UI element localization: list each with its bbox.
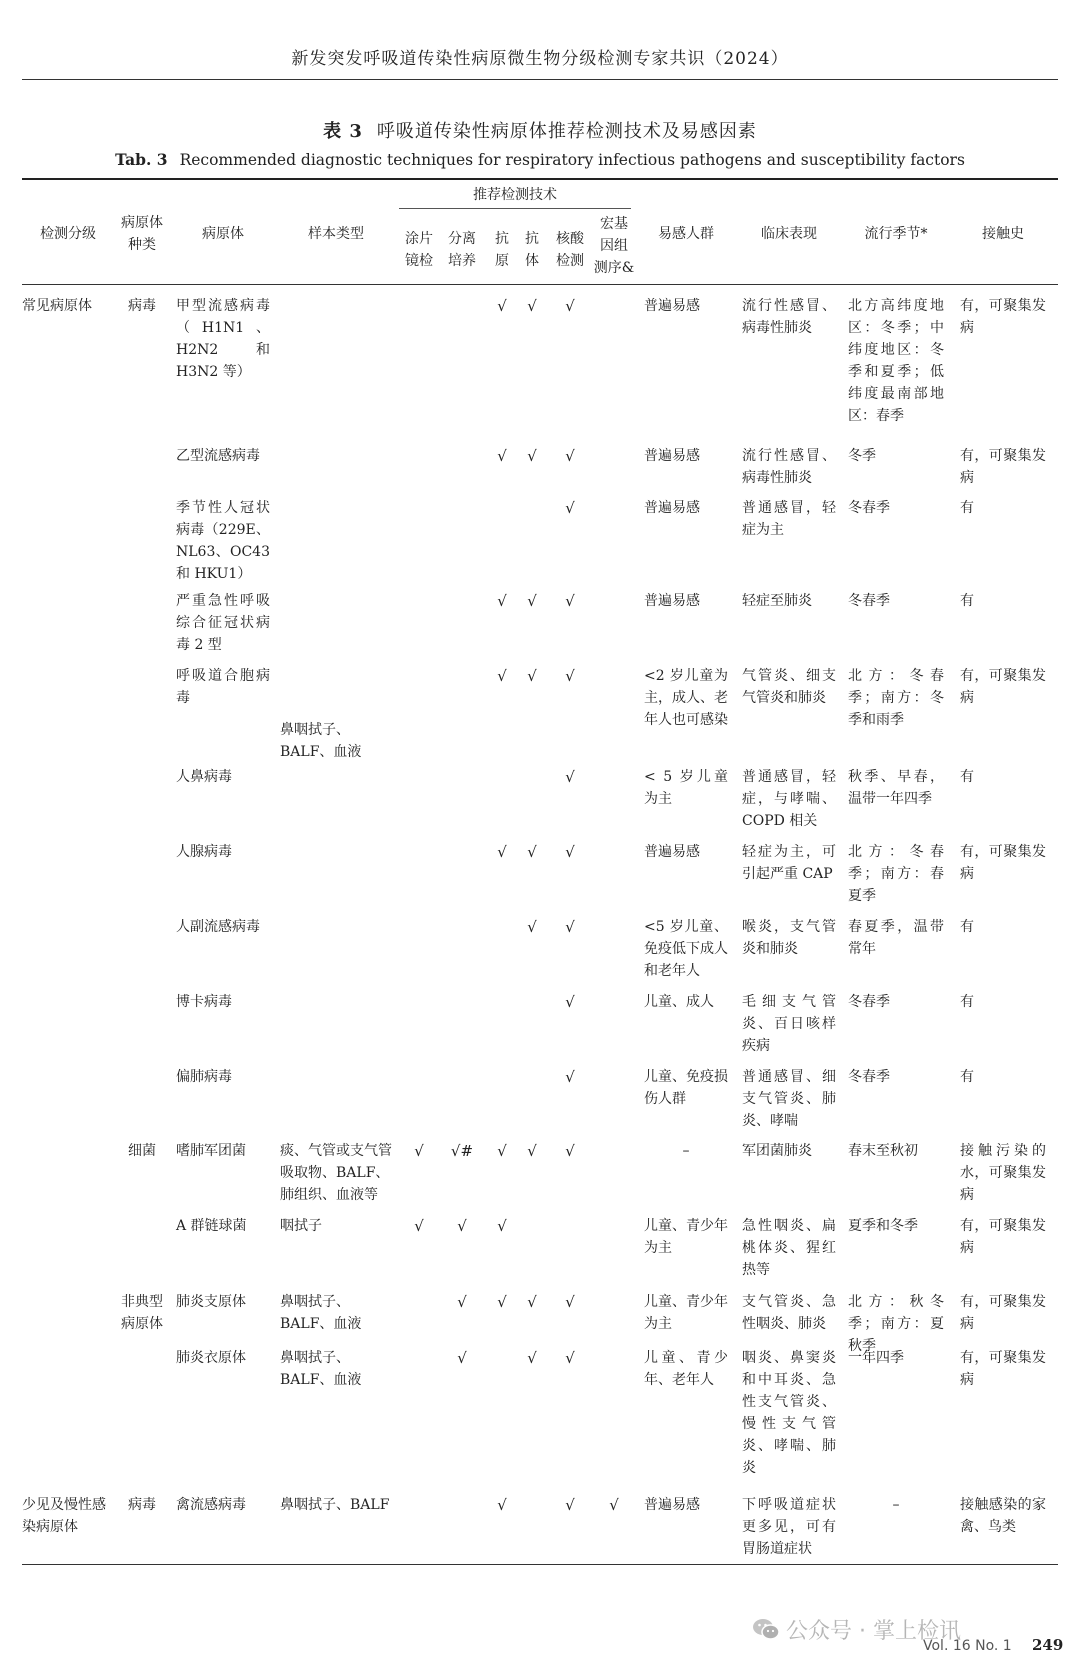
cell-check-nucleic: √: [565, 447, 575, 465]
cell-contact: 有，可聚集发病: [960, 844, 1046, 882]
cell-pathogen-type: 病毒: [128, 1497, 156, 1513]
cell-sample: 鼻咽拭子、BALF、血液: [280, 722, 362, 760]
watermark-text: 公众号 · 掌上检讯: [786, 1619, 961, 1644]
cell-pathogen: 人鼻病毒: [176, 769, 232, 785]
cell-contact: 有: [960, 500, 974, 516]
cell-clinical: 流行性感冒、病毒性肺炎: [742, 298, 836, 336]
cell-check-culture: √: [457, 1293, 467, 1311]
header-mngs-line: 因组: [600, 238, 628, 254]
cell-check-antibody: √: [527, 297, 537, 315]
cell-check-antigen: √: [497, 1142, 507, 1160]
cell-check-smear: √: [414, 1142, 424, 1160]
cell-population: 普遍易感: [644, 1497, 700, 1513]
cell-check-antigen: √: [497, 1496, 507, 1514]
header-group-rule: [399, 208, 631, 209]
cell-contact: 接触感染的家禽、鸟类: [960, 1497, 1046, 1535]
cell-population: <2 岁儿童为主，成人、老年人也可感染: [644, 668, 728, 728]
header-population: [644, 223, 728, 245]
cell-pathogen: 严重急性呼吸综合征冠状病毒 2 型: [176, 593, 270, 653]
header-clinical: [742, 223, 836, 245]
cell-check-antibody: √: [527, 1293, 537, 1311]
header-rule: [22, 79, 1058, 80]
volume-label: Vol. 16 No. 1: [923, 1638, 1012, 1654]
cell-clinical: 咽炎、鼻窦炎和中耳炎、急性支气管炎、慢性支气管炎、哮喘、肺炎: [742, 1350, 836, 1476]
cell-clinical: 喉炎，支气管炎和肺炎: [742, 919, 836, 957]
header-antigen-line: 原: [495, 253, 509, 269]
cell-check-antigen: √: [497, 667, 507, 685]
cell-contact: 接触污染的水，可聚集发病: [960, 1143, 1046, 1203]
header-mngs: [592, 213, 636, 279]
cell-pathogen: 甲型流感病毒（H1N1、H2N2 和 H3N2 等）: [176, 298, 270, 380]
header-level: [22, 223, 114, 245]
header-bottom-rule: [22, 284, 1058, 285]
cell-pathogen-type: 病毒: [128, 298, 156, 314]
cell-sample: 鼻咽拭子、BALF、血液: [280, 1294, 362, 1332]
cell-check-nucleic: √: [565, 918, 575, 936]
header-antibody-line: 抗: [525, 231, 539, 247]
cell-check-antigen: √: [497, 297, 507, 315]
header-season: [848, 223, 944, 245]
cell-check-nucleic: √: [565, 843, 575, 861]
cell-contact: 有，可聚集发病: [960, 298, 1046, 336]
cell-check-nucleic: √: [565, 297, 575, 315]
cell-check-antibody: √: [527, 1142, 537, 1160]
caption-en-label: Tab. 3: [115, 150, 168, 169]
cell-population: 儿童、青少年为主: [644, 1294, 728, 1332]
header-contact-line: 接触史: [982, 226, 1024, 242]
cell-clinical: 轻症至肺炎: [742, 593, 812, 609]
header-nucleic: [550, 228, 590, 272]
header-population-line: 易感人群: [658, 226, 714, 242]
header-nucleic-line: 核酸: [556, 231, 584, 247]
cell-clinical: 毛细支气管炎、百日咳样疾病: [742, 994, 836, 1054]
cell-pathogen: 禽流感病毒: [176, 1497, 246, 1513]
table-top-rule: [22, 178, 1058, 180]
cell-check-antibody: √: [527, 447, 537, 465]
cell-season: 北方：冬春季；南方：春夏季: [848, 844, 944, 904]
table-caption-cn: [22, 117, 1058, 143]
cell-clinical: 轻症为主，可引起严重 CAP: [742, 844, 836, 882]
cell-population: < 5 岁儿童为主: [644, 769, 728, 807]
cell-population: 儿童、免疫损伤人群: [644, 1069, 728, 1107]
header-antibody-line: 体: [525, 253, 539, 269]
cell-check-culture: √#: [450, 1142, 474, 1160]
caption-cn-title: 呼吸道传染性病原体推荐检测技术及易感因素: [376, 121, 757, 142]
cell-season: 冬春季: [848, 994, 890, 1010]
cell-contact: 有，可聚集发病: [960, 668, 1046, 706]
cell-season: 秋季、早春，温带一年四季: [848, 769, 944, 807]
cell-level: 常见病原体: [22, 298, 92, 314]
cell-check-nucleic: √: [565, 1142, 575, 1160]
cell-season: 北方：冬春季；南方：冬季和雨季: [848, 668, 944, 728]
cell-season: 北方：秋冬季；南方：夏秋季: [848, 1294, 944, 1354]
cell-check-nucleic: √: [565, 667, 575, 685]
header-mngs-line: 宏基: [600, 216, 628, 232]
cell-clinical: 支气管炎、急性咽炎、肺炎: [742, 1294, 836, 1332]
caption-en-title: Recommended diagnostic techniques for respiratory infectious pathogens and susceptibility factors: [179, 151, 965, 169]
cell-clinical: 急性咽炎、扁桃体炎、猩红热等: [742, 1218, 836, 1278]
cell-check-antibody: √: [527, 592, 537, 610]
header-pathogen: [176, 223, 270, 245]
cell-check-antigen: √: [497, 592, 507, 610]
cell-population: 普遍易感: [644, 448, 700, 464]
running-head: 新发突发呼吸道传染性病原微生物分级检测专家共识（2024）: [291, 49, 789, 69]
cell-check-nucleic: √: [565, 993, 575, 1011]
table-caption-en: [22, 150, 1058, 169]
cell-season: 冬春季: [848, 500, 890, 516]
cell-season: –: [892, 1497, 900, 1513]
cell-population: 儿童、青少年为主: [644, 1218, 728, 1256]
cell-contact: 有，可聚集发病: [960, 1350, 1046, 1388]
header-contact: [960, 223, 1046, 245]
cell-sample: 鼻咽拭子、BALF: [280, 1497, 390, 1513]
header-culture-line: 分离: [448, 231, 476, 247]
header-sample: [280, 223, 392, 245]
cell-pathogen: 人腺病毒: [176, 844, 232, 860]
cell-check-antigen: √: [497, 1293, 507, 1311]
cell-check-nucleic: √: [565, 592, 575, 610]
header-pathogen-type: [116, 212, 168, 256]
cell-clinical: 下呼吸道症状更多见，可有胃肠道症状: [742, 1497, 836, 1557]
cell-check-nucleic: √: [565, 1068, 575, 1086]
cell-sample: 鼻咽拭子、BALF、血液: [280, 1350, 362, 1388]
caption-cn-label: 表 3: [323, 121, 363, 142]
cell-clinical: 普通感冒、细支气管炎、肺炎、哮喘: [742, 1069, 836, 1129]
cell-clinical: 普通感冒，轻症，与哮喘、COPD 相关: [742, 769, 836, 829]
header-sample-line: 样本类型: [308, 226, 364, 242]
cell-population: 儿童、青少年、老年人: [644, 1350, 728, 1388]
cell-contact: 有: [960, 994, 974, 1010]
header-antigen: [486, 228, 518, 272]
cell-check-nucleic: √: [565, 1349, 575, 1367]
cell-level: 少见及慢性感染病原体: [22, 1497, 106, 1535]
cell-check-antibody: √: [527, 918, 537, 936]
cell-sample: 痰、气管或支气管吸取物、BALF、肺组织、血液等: [280, 1143, 392, 1203]
cell-population: 普遍易感: [644, 500, 700, 516]
cell-check-antibody: √: [527, 843, 537, 861]
wechat-icon: [752, 1617, 780, 1647]
cell-pathogen: 肺炎支原体: [176, 1294, 246, 1310]
header-pathogen-type-line: 种类: [128, 237, 156, 253]
cell-check-antigen: √: [497, 447, 507, 465]
cell-check-mngs: √: [609, 1496, 619, 1514]
header-nucleic-line: 检测: [556, 253, 584, 269]
cell-pathogen: 乙型流感病毒: [176, 448, 260, 464]
cell-season: 北方高纬度地区：冬季；中纬度地区：冬季和夏季；低纬度最南部地区：春季: [848, 298, 944, 424]
page-number: 249: [1032, 1636, 1064, 1654]
cell-season: 冬春季: [848, 1069, 890, 1085]
header-mngs-line: 测序&: [593, 260, 635, 276]
cell-population: <5 岁儿童、免疫低下成人和老年人: [644, 919, 728, 979]
cell-check-nucleic: √: [565, 499, 575, 517]
header-culture: [442, 228, 482, 272]
header-smear: [399, 228, 439, 272]
header-level-line: 检测分级: [40, 226, 96, 242]
cell-clinical: 气管炎、细支气管炎和肺炎: [742, 668, 836, 706]
header-smear-line: 涂片: [405, 231, 433, 247]
header-antibody: [516, 228, 548, 272]
cell-contact: 有，可聚集发病: [960, 1218, 1046, 1256]
cell-pathogen: A 群链球菌: [176, 1218, 247, 1234]
cell-pathogen: 偏肺病毒: [176, 1069, 232, 1085]
cell-sample: 咽拭子: [280, 1218, 322, 1234]
cell-population: 普遍易感: [644, 593, 700, 609]
header-tech-group: 推荐检测技术: [473, 187, 557, 203]
cell-contact: 有: [960, 593, 974, 609]
cell-check-culture: √: [457, 1349, 467, 1367]
cell-season: 春夏季，温带常年: [848, 919, 944, 957]
cell-clinical: 军团菌肺炎: [742, 1143, 812, 1159]
cell-check-antigen: √: [497, 1217, 507, 1235]
cell-pathogen: 博卡病毒: [176, 994, 232, 1010]
cell-check-nucleic: √: [565, 1496, 575, 1514]
cell-check-antibody: √: [527, 1349, 537, 1367]
cell-check-culture: √: [457, 1217, 467, 1235]
header-smear-line: 镜检: [405, 253, 433, 269]
cell-population: –: [682, 1143, 690, 1159]
cell-check-smear: √: [414, 1217, 424, 1235]
table-bottom-rule: [22, 1564, 1058, 1565]
cell-pathogen: 肺炎衣原体: [176, 1350, 246, 1366]
cell-season: 冬春季: [848, 593, 890, 609]
header-pathogen-type-line: 病原体: [121, 215, 163, 231]
cell-pathogen: 人副流感病毒: [176, 919, 260, 935]
cell-pathogen-type: 非典型病原体: [121, 1294, 163, 1332]
cell-clinical: 普通感冒，轻症为主: [742, 500, 836, 538]
cell-season: 夏季和冬季: [848, 1218, 918, 1234]
cell-contact: 有: [960, 1069, 974, 1085]
header-antigen-line: 抗: [495, 231, 509, 247]
cell-check-nucleic: √: [565, 768, 575, 786]
cell-pathogen: 嗜肺军团菌: [176, 1143, 246, 1159]
cell-pathogen: 季节性人冠状病毒（229E、NL63、OC43 和 HKU1）: [176, 500, 270, 582]
cell-pathogen-type: 细菌: [128, 1143, 156, 1159]
cell-population: 普遍易感: [644, 298, 700, 314]
header-culture-line: 培养: [448, 253, 476, 269]
cell-contact: 有，可聚集发病: [960, 448, 1046, 486]
cell-pathogen: 呼吸道合胞病毒: [176, 668, 270, 706]
cell-contact: 有: [960, 769, 974, 785]
cell-clinical: 流行性感冒、病毒性肺炎: [742, 448, 836, 486]
header-season-line: 流行季节*: [864, 226, 928, 242]
cell-season: 一年四季: [848, 1350, 904, 1366]
header-pathogen-line: 病原体: [202, 226, 244, 242]
cell-season: 春末至秋初: [848, 1143, 918, 1159]
cell-check-antigen: √: [497, 843, 507, 861]
cell-contact: 有，可聚集发病: [960, 1294, 1046, 1332]
cell-population: 儿童、成人: [644, 994, 714, 1010]
cell-contact: 有: [960, 919, 974, 935]
cell-check-antibody: √: [527, 667, 537, 685]
cell-season: 冬季: [848, 448, 876, 464]
cell-check-nucleic: √: [565, 1293, 575, 1311]
header-clinical-line: 临床表现: [761, 226, 817, 242]
cell-population: 普遍易感: [644, 844, 700, 860]
